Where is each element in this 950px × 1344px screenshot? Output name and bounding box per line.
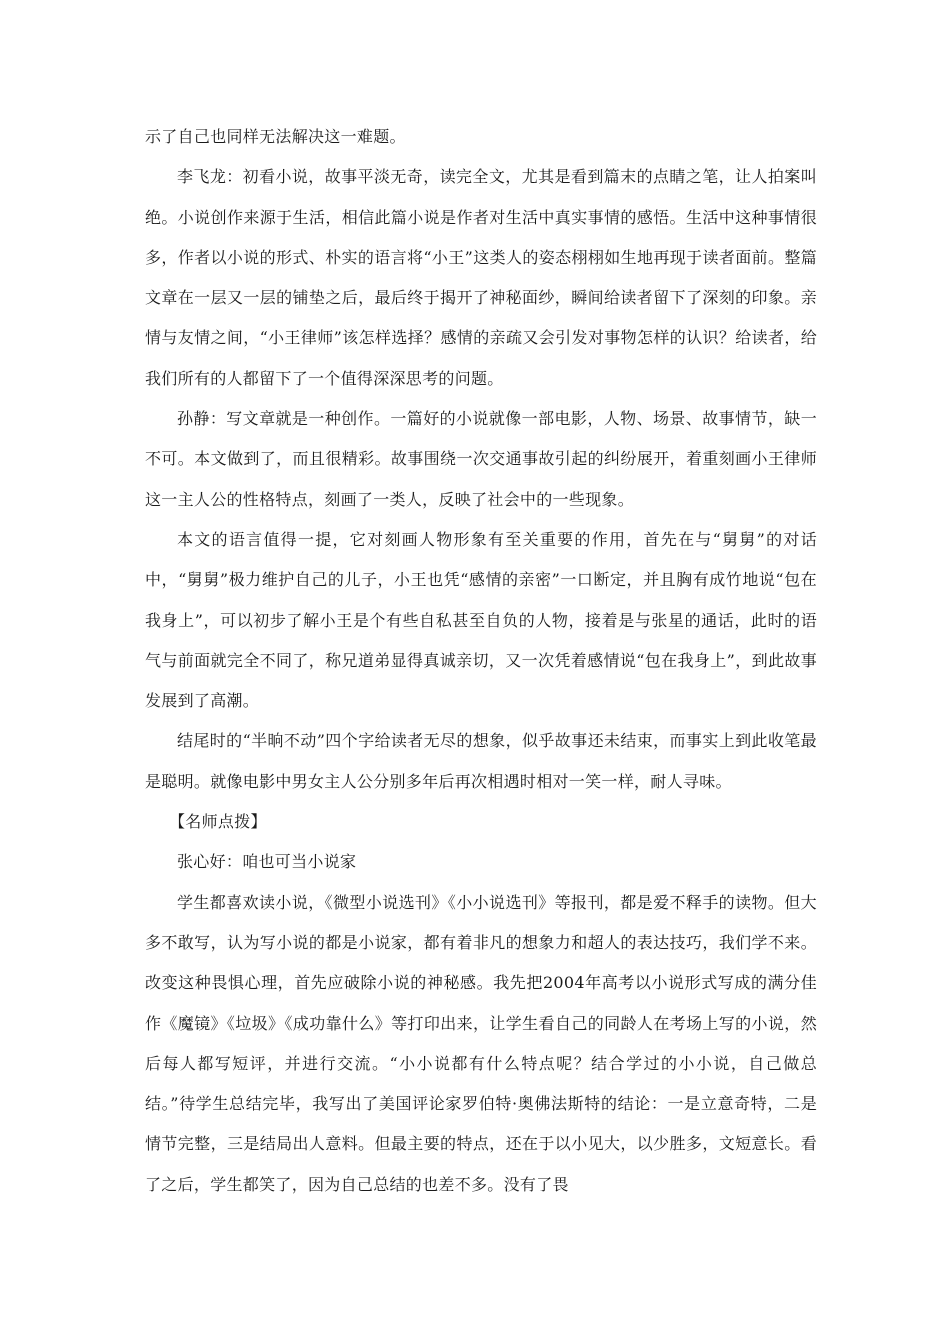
paragraph-comment-sun-jing: 孙静：写文章就是一种创作。一篇好的小说就像一部电影，人物、场景、故事情节，缺一不可。本文做到了，而且很精彩。故事围绕一次交通事故引起的纠纷展开，着重刻画小王律师这一主人公的性格特点，刻画了一类人，反映了社会中的一些现象。 xyxy=(145,409,817,509)
paragraph-comment-li-feilong: 李飞龙：初看小说，故事平淡无奇，读完全文，尤其是看到篇末的点睛之笔，让人拍案叫绝。小说创作来源于生活，相信此篇小说是作者对生活中真实事情的感悟。生活中这种事情很多，作者以小说的形式、朴实的语言将“小王”这类人的姿态栩栩如生地再现于读者面前。整篇文章在一层又一层的铺垫之后，最后终于揭开了神秘面纱，瞬间给读者留下了深刻的印象。亲情与友情之间，“小王律师”该怎样选择？感情的亲疏又会引发对事物怎样的认识？给读者，给我们所有的人都留下了一个值得深深思考的问题。 xyxy=(145,167,817,388)
paragraph-language-analysis: 本文的语言值得一提，它对刻画人物形象有至关重要的作用，首先在与“舅舅”的对话中，“舅舅”极力维护自己的儿子，小王也凭“感情的亲密”一口断定，并且胸有成竹地说“包在我身上”，可以初步了解小王是个有些自私甚至自负的人物，接着是与张星的通话，此时的语气与前面就完全不同了，称兄道弟显得真诚亲切，又一次凭着感情说“包在我身上”，到此故事发展到了高潮。 xyxy=(145,529,817,711)
document-body xyxy=(145,117,817,1205)
section-heading-teacher-tips: 【名师点拨】 xyxy=(169,812,267,832)
section-byline: 张心好：咱也可当小说家 xyxy=(177,852,357,872)
paragraph-ending-analysis: 结尾时的“半晌不动”四个字给读者无尽的想象，似乎故事还未结束，而事实上到此收笔最是聪明。就像电影中男女主人公分别多年后再次相遇时相对一笑一样，耐人寻味。 xyxy=(145,731,817,791)
paragraph-continuation: 示了自己也同样无法解决这一难题。 xyxy=(145,127,406,146)
paragraph-teacher-guidance: 学生都喜欢读小说，《微型小说选刊》《小小说选刊》等报刊，都是爱不释手的读物。但大多不敢写，认为写小说的都是小说家，都有着非凡的想象力和超人的表达技巧，我们学不来。改变这种畏惧心理，首先应破除小说的神秘感。我先把2004年高考以小说形式写成的满分佳作《魔镜》《垃圾》《成功靠什么》等打印出来，让学生看自己的同龄人在考场上写的小说，然后每人都写短评，并进行交流。“小小说都有什么特点呢？结合学过的小小说，自己做总结。”待学生总结完毕，我写出了美国评论家罗伯特·奥佛法斯特的结论：一是立意奇特，二是情节完整，三是结局出人意料。但最主要的特点，还在于以小见大，以少胜多，文短意长。看了之后，学生都笑了，因为自己总结的也差不多。没有了畏 xyxy=(145,892,817,1194)
